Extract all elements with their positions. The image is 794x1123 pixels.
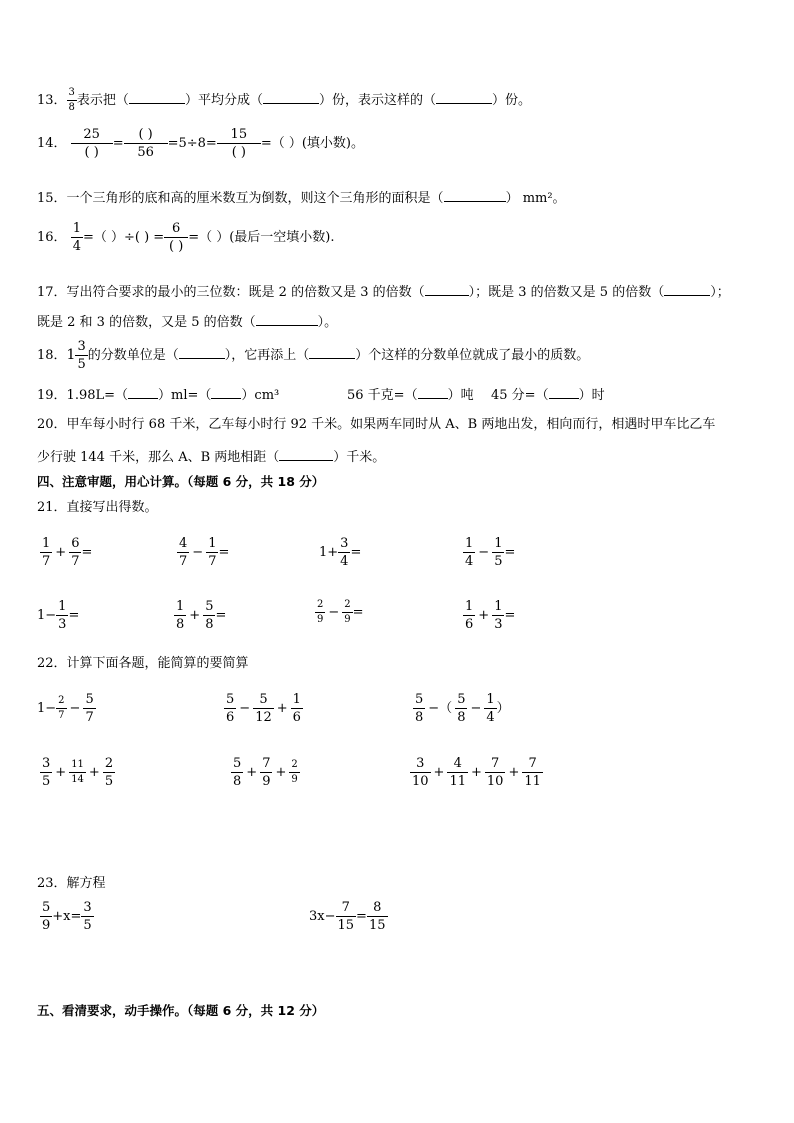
- answer-blank[interactable]: [256, 314, 318, 326]
- answer-blank[interactable]: [279, 449, 333, 461]
- operator: +: [433, 765, 445, 780]
- question-number: 18．: [37, 348, 67, 363]
- numerator: 5: [233, 756, 242, 771]
- fraction: [261, 757, 271, 788]
- equation: [40, 901, 94, 932]
- fraction: [57, 600, 67, 631]
- numerator: 1: [494, 599, 503, 614]
- fraction: [57, 696, 65, 721]
- calc-item: [40, 537, 92, 568]
- calc-item: [315, 600, 364, 625]
- operator: +: [189, 608, 201, 623]
- denominator: 7: [58, 710, 65, 721]
- numerator: ( ): [138, 127, 153, 142]
- operator: +: [508, 765, 520, 780]
- question-number: 14．: [37, 136, 67, 151]
- text: ）千米。: [333, 450, 386, 465]
- numerator: 2: [58, 695, 65, 706]
- fraction: [411, 757, 430, 788]
- fraction: [464, 600, 474, 631]
- calc-item: [463, 600, 515, 631]
- denominator: 3: [494, 617, 503, 632]
- text: ）: [496, 701, 510, 716]
- denominator: 8: [415, 710, 424, 725]
- answer-blank[interactable]: [128, 387, 158, 399]
- denominator: 4: [72, 239, 81, 254]
- answer-blank[interactable]: [179, 347, 225, 359]
- question-16: [37, 222, 335, 253]
- text: 56 千克=（: [347, 388, 418, 403]
- text: ）；: [710, 285, 730, 300]
- denominator: 4: [486, 710, 495, 725]
- denominator: 9: [42, 918, 51, 933]
- fraction: [414, 693, 424, 724]
- question-number: 20．: [37, 417, 67, 432]
- denominator: 8: [176, 617, 185, 632]
- fraction: [254, 693, 273, 724]
- calc-item: [319, 537, 361, 568]
- question-17-line-1: [37, 284, 730, 299]
- denominator: 3: [58, 617, 67, 632]
- text: =: [81, 545, 93, 560]
- question-20-line-2: [37, 449, 385, 464]
- denominator: 6: [226, 710, 235, 725]
- fraction: [448, 757, 467, 788]
- question-21-title: 21．直接写出得数。: [37, 500, 158, 515]
- operator: +: [471, 765, 482, 780]
- calc-item: [37, 600, 79, 631]
- fraction: [68, 88, 76, 113]
- fraction: [486, 757, 505, 788]
- numerator: 25: [83, 127, 100, 142]
- fraction: [41, 757, 51, 788]
- numerator: 1: [494, 536, 503, 551]
- numerator: 3: [83, 900, 92, 915]
- denominator: 14: [71, 774, 84, 785]
- fraction: [485, 693, 495, 724]
- numerator: 2: [291, 759, 298, 770]
- text: =5÷8=: [167, 136, 217, 151]
- numerator: 2: [104, 756, 114, 771]
- question-19: [37, 387, 279, 402]
- text: =: [68, 608, 80, 623]
- numerator: 15: [230, 127, 248, 142]
- text: ）。: [317, 315, 338, 330]
- question-17-line-2: [37, 314, 337, 329]
- fraction: [523, 757, 542, 788]
- text: =: [504, 545, 516, 560]
- numerator: 1: [465, 536, 474, 551]
- fraction: [339, 537, 349, 568]
- answer-blank[interactable]: [664, 284, 710, 296]
- fraction: [207, 537, 217, 568]
- question-number: 15．: [37, 191, 67, 206]
- text: ） mm²。: [505, 191, 566, 206]
- text: =: [215, 608, 227, 623]
- question-13: [37, 88, 531, 113]
- text: 既是 2 和 3 的倍数，又是 5 的倍数（: [37, 315, 256, 330]
- fraction: [70, 537, 80, 568]
- numerator: 1: [176, 599, 185, 614]
- fraction: [290, 760, 298, 785]
- numerator: 3: [68, 87, 75, 98]
- answer-blank[interactable]: [436, 92, 492, 104]
- fraction: [72, 128, 112, 159]
- denominator: 5: [77, 357, 86, 372]
- operator: +: [275, 765, 287, 780]
- text: 3x−: [309, 909, 336, 924]
- denominator: 7: [85, 710, 94, 725]
- text: ）平均分成（: [184, 93, 263, 108]
- numerator: 7: [528, 756, 537, 771]
- text: =（ ）(填小数)。: [260, 136, 364, 151]
- denominator: 8: [233, 774, 242, 789]
- question-22-title: 22．计算下面各题，能简算的要简算: [37, 656, 249, 671]
- denominator: 8: [205, 617, 214, 632]
- operator: −: [239, 701, 251, 716]
- answer-blank[interactable]: [549, 387, 579, 399]
- text: ）；既是 3 的倍数又是 5 的倍数（: [468, 285, 665, 300]
- numerator: 1: [486, 692, 495, 707]
- question-14: [37, 128, 364, 159]
- denominator: 4: [340, 554, 349, 569]
- question-19-part-3: [491, 387, 605, 402]
- denominator: 6: [465, 617, 474, 632]
- denominator: 15: [337, 918, 355, 933]
- fraction: [70, 760, 85, 785]
- operator: −: [470, 701, 482, 716]
- numerator: 1: [465, 599, 474, 614]
- denominator: 12: [255, 710, 272, 725]
- fraction: [493, 600, 503, 631]
- text: 甲车每小时行 68 千米，乙车每小时行 92 千米。如果两车同时从 A、B 两地出发，相向而行，相遇时甲车比乙车: [66, 417, 716, 432]
- denominator: 6: [292, 710, 301, 725]
- question-number: 17．: [37, 285, 67, 300]
- fraction: [72, 222, 82, 253]
- expression: [224, 693, 303, 724]
- fraction: [456, 693, 466, 724]
- numerator: 6: [71, 536, 80, 551]
- text: ）份。: [491, 93, 531, 108]
- text: ）吨: [447, 388, 474, 403]
- numerator: 7: [341, 900, 350, 915]
- numerator: 5: [85, 692, 94, 707]
- fraction: [337, 901, 356, 932]
- numerator: 11: [71, 759, 84, 770]
- question-19-part-2: [347, 387, 474, 402]
- text: ）个这样的分数单位就成了最小的质数。: [355, 348, 590, 363]
- denominator: 9: [291, 774, 298, 785]
- operator: −: [328, 605, 340, 620]
- question-20-line-1: [37, 418, 715, 431]
- numerator: 4: [179, 536, 188, 551]
- fraction: [84, 693, 94, 724]
- question-18: [37, 340, 589, 371]
- section-heading: 四、注意审题，用心计算。（每题 6 分，共 18 分）: [37, 474, 325, 489]
- question-number: 19．: [37, 388, 67, 403]
- text: =: [352, 605, 364, 620]
- numerator: 5: [205, 599, 214, 614]
- text: ）cm³: [241, 388, 280, 403]
- denominator: 5: [83, 918, 92, 933]
- equation: [309, 901, 388, 932]
- text: =（ ）(最后一空填小数).: [188, 230, 335, 245]
- numerator: 6: [172, 221, 181, 236]
- denominator: 5: [42, 774, 51, 789]
- fraction: [165, 222, 187, 253]
- operator: +: [276, 701, 288, 716]
- numerator: 2: [344, 599, 351, 610]
- numerator: 1: [292, 692, 301, 707]
- denominator: 9: [317, 614, 324, 625]
- fraction: [175, 600, 185, 631]
- denominator: 7: [71, 554, 80, 569]
- answer-blank[interactable]: [444, 190, 506, 202]
- answer-blank[interactable]: [211, 387, 241, 399]
- denominator: 11: [524, 774, 541, 789]
- text: 1: [66, 347, 76, 363]
- fraction: [464, 537, 474, 568]
- text: 1+: [319, 545, 339, 560]
- calc-item: [463, 537, 515, 568]
- denominator: ( ): [217, 143, 261, 159]
- text: 1−: [37, 608, 57, 623]
- numerator: 8: [373, 900, 382, 915]
- denominator: ( ): [71, 143, 113, 159]
- operator: −（: [428, 701, 453, 716]
- numerator: 1: [72, 221, 81, 236]
- numerator: 4: [453, 756, 462, 771]
- numerator: 5: [226, 692, 235, 707]
- text: 少行驶 144 千米，那么 A、B 两地相距（: [37, 450, 280, 465]
- numerator: 7: [262, 756, 271, 771]
- numerator: 1: [208, 536, 217, 551]
- denominator: 4: [465, 554, 474, 569]
- text: ），它再添上（: [224, 348, 310, 363]
- fraction: [204, 600, 214, 631]
- fraction: [493, 537, 503, 568]
- text: =（ ）÷( ) =: [82, 230, 165, 245]
- denominator: 56: [124, 143, 168, 159]
- answer-blank[interactable]: [418, 387, 448, 399]
- denominator: 9: [344, 614, 351, 625]
- text: 45 分=（: [491, 388, 549, 403]
- numerator: 5: [259, 692, 268, 707]
- numerator: 3: [77, 339, 86, 354]
- fraction: [218, 128, 260, 159]
- question-number: 13．: [37, 93, 67, 108]
- operator: +: [88, 765, 100, 780]
- expression: [231, 757, 300, 788]
- numerator: 3: [416, 756, 425, 771]
- text: 的分数单位是（: [87, 348, 179, 363]
- text: =: [356, 909, 367, 924]
- fraction: [104, 757, 114, 788]
- denominator: 5: [494, 554, 503, 569]
- expression: [410, 757, 543, 788]
- expression: [413, 693, 510, 724]
- denominator: 10: [486, 774, 504, 789]
- denominator: 9: [262, 774, 271, 789]
- operator: −: [478, 545, 490, 560]
- fraction: [343, 600, 351, 625]
- fraction: [225, 693, 235, 724]
- denominator: 8: [68, 102, 75, 113]
- text: 1−: [37, 701, 57, 716]
- numerator: 5: [42, 900, 51, 915]
- denominator: 7: [42, 554, 51, 569]
- numerator: 3: [340, 536, 349, 551]
- text: =: [218, 545, 230, 560]
- numerator: 7: [491, 756, 500, 771]
- text: 一个三角形的底和高的厘米数互为倒数，则这个三角形的面积是（: [66, 191, 444, 206]
- operator: −: [69, 701, 81, 716]
- fraction: [232, 757, 242, 788]
- calc-item: [177, 537, 229, 568]
- text: 表示把（: [76, 93, 129, 108]
- text: ）份，表示这样的（: [318, 93, 436, 108]
- operator: +: [246, 765, 258, 780]
- denominator: 8: [457, 710, 466, 725]
- fraction: [41, 537, 51, 568]
- section-heading: 五、看清要求，动手操作。（每题 6 分，共 12 分）: [37, 1003, 325, 1018]
- text: 1.98L=（: [66, 388, 129, 403]
- fraction: [125, 128, 167, 159]
- denominator: 15: [368, 918, 386, 933]
- fraction: [76, 340, 86, 371]
- fraction: [41, 901, 51, 932]
- denominator: 7: [208, 554, 217, 569]
- operator: +: [55, 545, 67, 560]
- text: =: [504, 608, 516, 623]
- answer-blank[interactable]: [309, 347, 355, 359]
- question-number: 16．: [37, 230, 67, 245]
- question-15: [37, 190, 566, 205]
- operator: −: [192, 545, 204, 560]
- numerator: 1: [42, 536, 51, 551]
- text: ）时: [578, 388, 605, 403]
- denominator: 5: [104, 774, 114, 789]
- numerator: 5: [415, 692, 424, 707]
- denominator: 7: [179, 554, 188, 569]
- numerator: 1: [58, 599, 67, 614]
- fraction: [292, 693, 302, 724]
- expression: [37, 693, 96, 724]
- fraction: [82, 901, 92, 932]
- text: =: [112, 136, 124, 151]
- fraction: [368, 901, 387, 932]
- denominator: 10: [412, 774, 429, 789]
- text: ）ml=（: [158, 388, 212, 403]
- text: =: [350, 545, 362, 560]
- answer-blank[interactable]: [263, 92, 319, 104]
- expression: [40, 757, 115, 788]
- denominator: 11: [449, 774, 466, 789]
- numerator: 2: [317, 599, 324, 610]
- text: 写出符合要求的最小的三位数：既是 2 的倍数又是 3 的倍数（: [66, 285, 425, 300]
- operator: +: [478, 608, 490, 623]
- fraction: [316, 600, 324, 625]
- question-23-title: 23．解方程: [37, 876, 106, 891]
- calc-item: [174, 600, 226, 631]
- numerator: 3: [42, 756, 51, 771]
- text: +x=: [52, 909, 82, 924]
- denominator: ( ): [164, 237, 188, 253]
- numerator: 5: [457, 692, 466, 707]
- answer-blank[interactable]: [425, 284, 469, 296]
- operator: +: [55, 765, 67, 780]
- answer-blank[interactable]: [129, 92, 185, 104]
- fraction: [178, 537, 188, 568]
